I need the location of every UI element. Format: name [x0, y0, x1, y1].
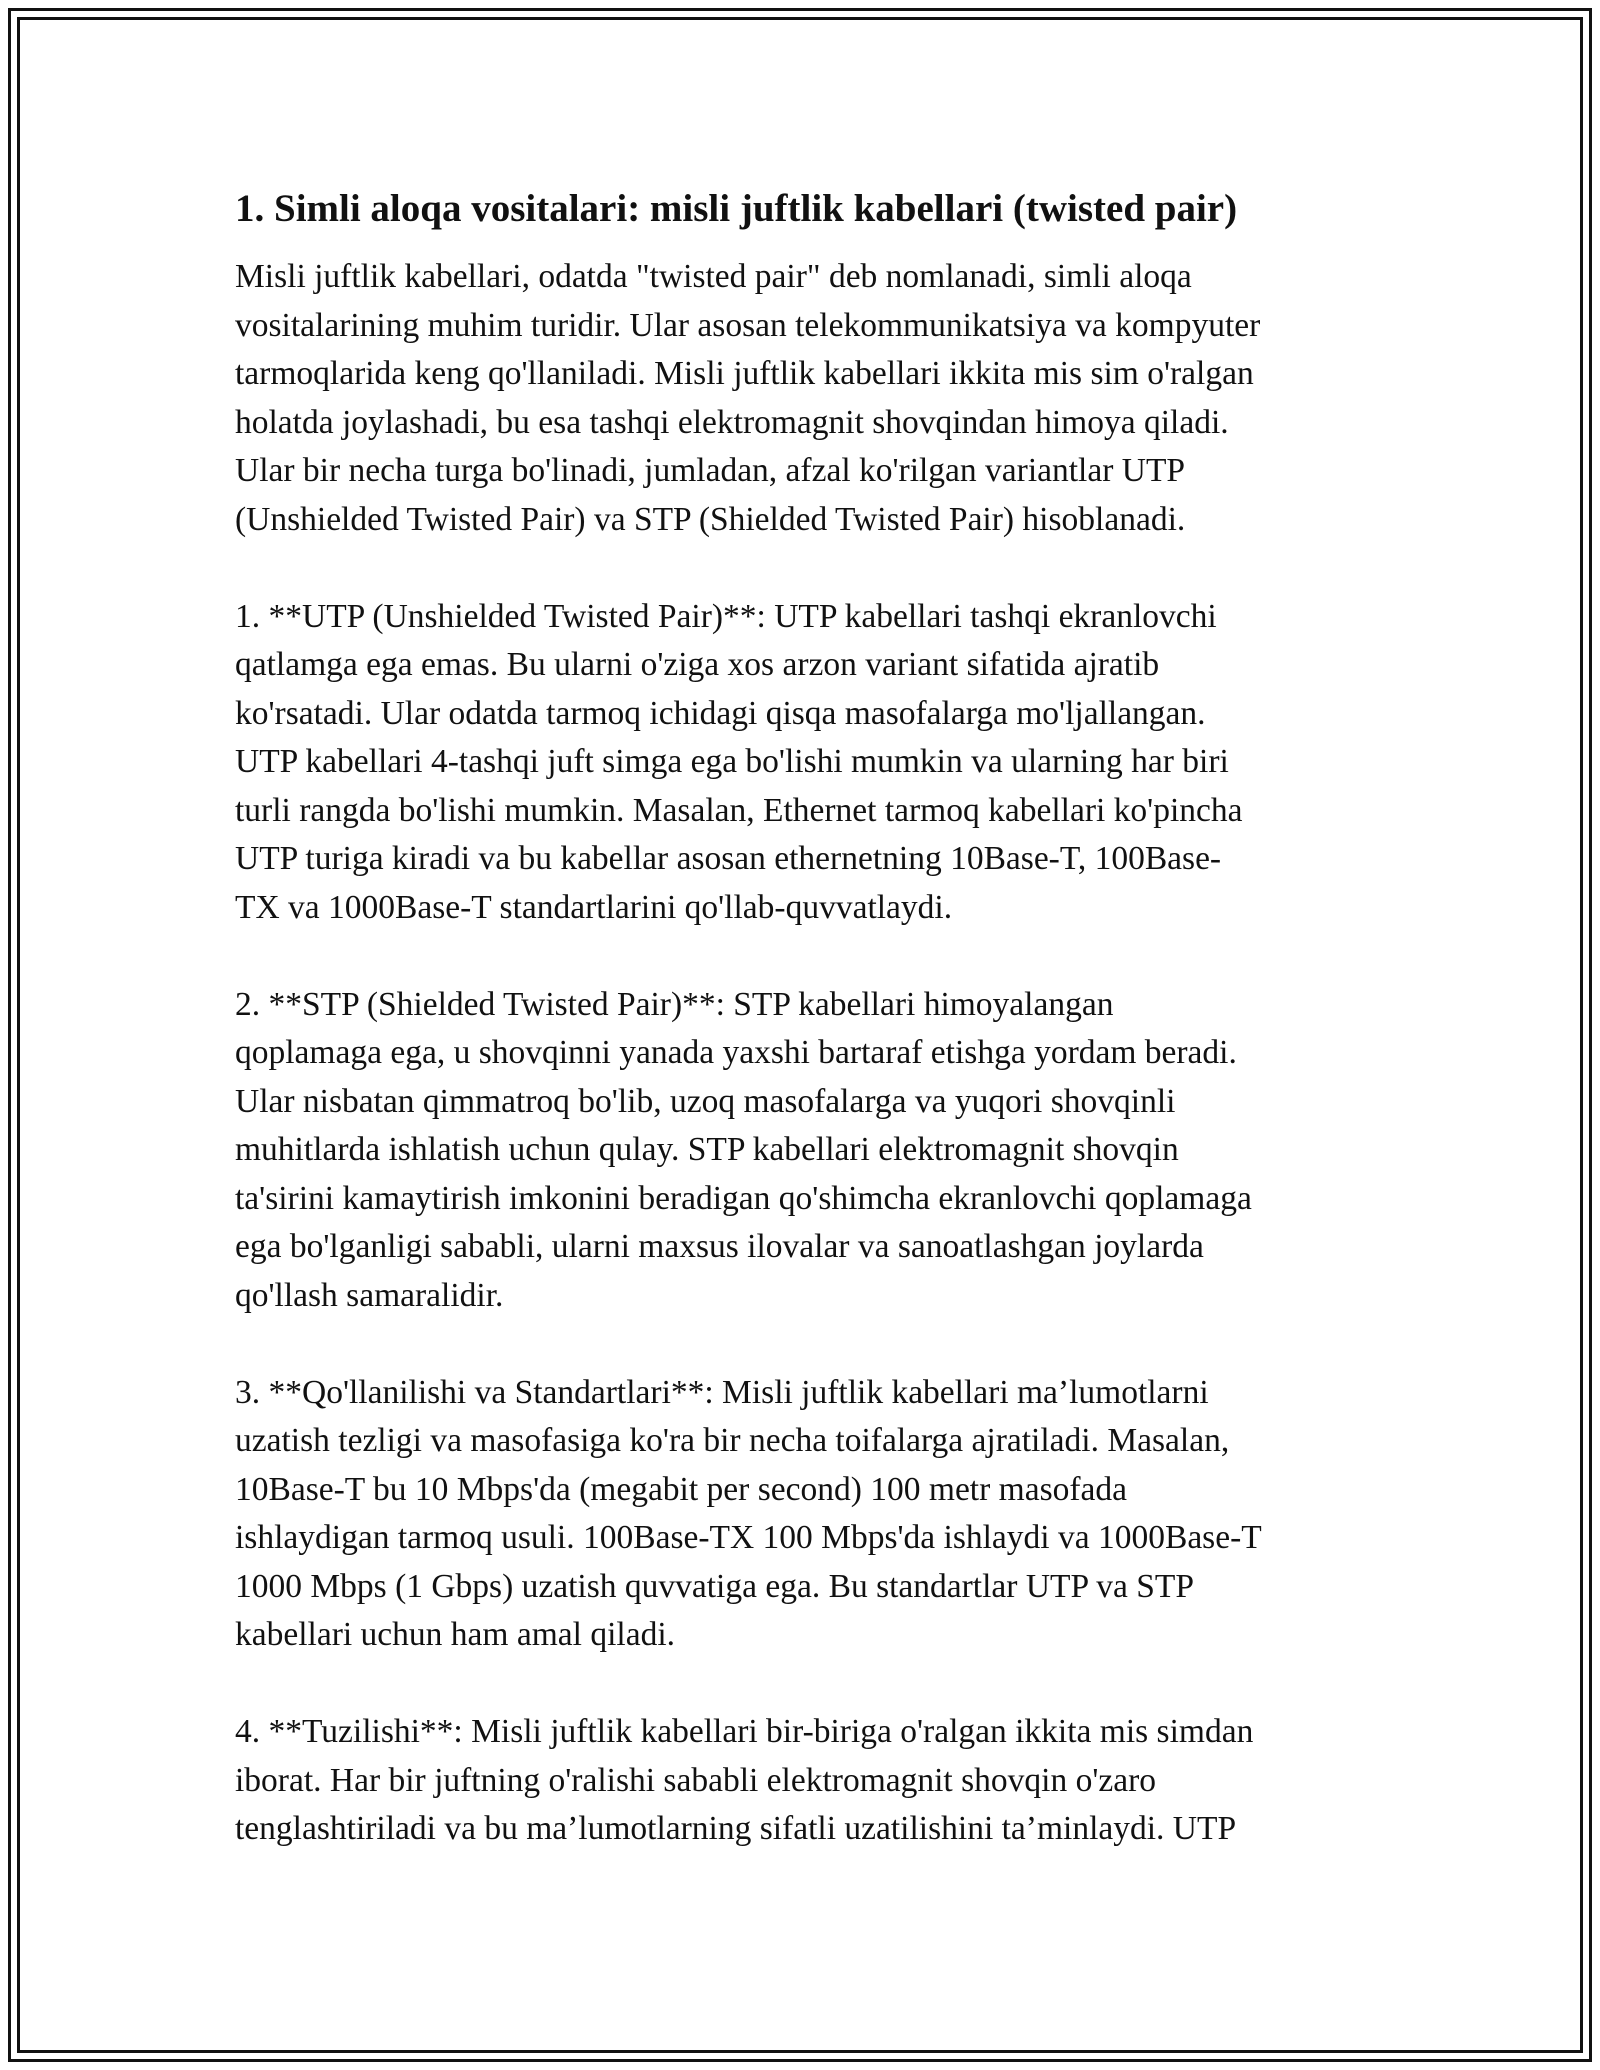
text-line: (Unshielded Twisted Pair) va STP (Shielded Twisted Pair) hisoblanadi. [235, 500, 1186, 538]
text-line: vositalarining muhim turidir. Ular asosan telekommunikatsiya va kompyuter [235, 306, 1261, 344]
text-line: uzatish tezligi va masofasiga ko'ra bir necha toifalarga ajratiladi. Masalan, [235, 1422, 1230, 1459]
document-content [235, 185, 1375, 1902]
text-line: tenglashtiriladi va bu ma’lumotlarning sifatli uzatilishini ta’minlaydi. UTP [235, 1810, 1237, 1847]
paragraph-utp [235, 593, 1375, 933]
text-line: ega bo'lganligi sababli, ularni maxsus ilovalar va sanoatlashgan joylarda [235, 1228, 1204, 1265]
document-body [235, 253, 1375, 1854]
text-line: UTP turiga kiradi va bu kabellar asosan ethernetning 10Base-T, 100Base- [235, 840, 1222, 877]
text-line: qoplamaga ega, u shovqinni yanada yaxshi bartaraf etishga yordam beradi. [235, 1034, 1237, 1071]
text-line: 10Base-T bu 10 Mbps'da (megabit per second) 100 metr masofada [235, 1470, 1128, 1508]
text-line: 4. **Tuzilishi**: Misli juftlik kabellari bir-biriga o'ralgan ikkita mis simdan [235, 1713, 1254, 1750]
text-line: Misli juftlik kabellari, odatda "twisted pair" deb nomlanadi, simli aloqa [235, 258, 1192, 295]
paragraph-standards [235, 1369, 1375, 1660]
text-line: qatlamga ega emas. Bu ularni o'ziga xos arzon variant sifatida ajratib [235, 646, 1160, 683]
text-line: Ular bir necha turga bo'linadi, jumladan, afzal ko'rilgan variantlar UTP [235, 452, 1186, 489]
text-line: Ular nisbatan qimmatroq bo'lib, uzoq masofalarga va yuqori shovqinli [235, 1082, 1176, 1120]
text-line: turli rangda bo'lishi mumkin. Masalan, Ethernet tarmoq kabellari ko'pincha [235, 791, 1243, 829]
text-line: 2. **STP (Shielded Twisted Pair)**: STP kabellari himoyalangan [235, 985, 1114, 1023]
text-line: 3. **Qo'llanilishi va Standartlari**: Misli juftlik kabellari ma’lumotlarni [235, 1373, 1209, 1411]
paragraph-stp [235, 981, 1375, 1321]
text-line: 1000 Mbps (1 Gbps) uzatish quvvatiga ega. Bu standartlar UTP va STP [235, 1567, 1194, 1605]
text-line: ta'sirini kamaytirish imkonini beradigan qo'shimcha ekranlovchi qoplamaga [235, 1179, 1252, 1217]
document-title: 1. Simli aloqa vositalari: misli juftlik kabellari (twisted pair) [235, 187, 1238, 230]
text-line: UTP kabellari 4-tashqi juft simga ega bo'lishi mumkin va ularning har biri [235, 743, 1229, 780]
paragraph-structure [235, 1708, 1375, 1854]
text-line: ishlaydigan tarmoq usuli. 100Base-TX 100 Mbps'da ishlaydi va 1000Base-T [235, 1519, 1262, 1556]
text-line: qo'llash samaralidir. [235, 1276, 504, 1314]
text-line: iborat. Har bir juftning o'ralishi sababli elektromagnit shovqin o'zaro [235, 1761, 1157, 1799]
text-line: kabellari uchun ham amal qiladi. [235, 1616, 675, 1653]
text-line: tarmoqlarida keng qo'llaniladi. Misli juftlik kabellari ikkita mis sim o'ralgan [235, 355, 1254, 392]
text-line: holatda joylashadi, bu esa tashqi elektromagnit shovqindan himoya qiladi. [235, 403, 1229, 441]
text-line: TX va 1000Base-T standartlarini qo'llab-quvvatlaydi. [235, 888, 953, 926]
text-line: 1. **UTP (Unshielded Twisted Pair)**: UTP kabellari tashqi ekranlovchi [235, 597, 1217, 635]
text-line: ko'rsatadi. Ular odatda tarmoq ichidagi qisqa masofalarga mo'ljallangan. [235, 694, 1206, 732]
paragraph-intro [235, 253, 1375, 544]
text-line: muhitlarda ishlatish uchun qulay. STP kabellari elektromagnit shovqin [235, 1131, 1179, 1168]
